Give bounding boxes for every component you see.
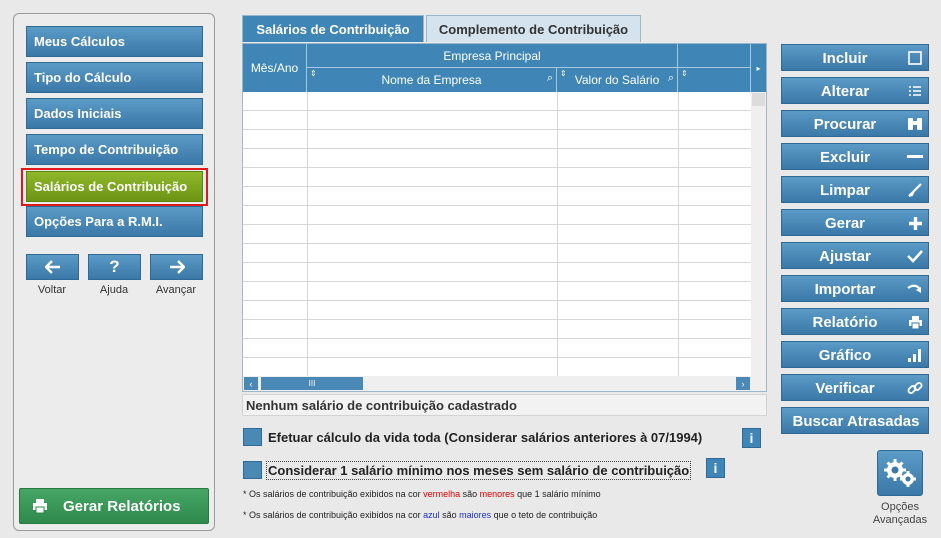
empty-grid-message: Nenhum salário de contribuição cadastrado (242, 394, 767, 416)
lifetime-calc-checkbox[interactable] (243, 428, 262, 446)
minus-icon (907, 149, 923, 165)
ajustar-button[interactable]: Ajustar (781, 242, 929, 269)
column-valor-do-salario-label: Valor do Salário (574, 73, 660, 87)
check-icon (907, 248, 923, 264)
tab-salarios-de-contribuicao[interactable]: Salários de Contribuição (242, 15, 424, 42)
table-row[interactable] (243, 263, 751, 282)
table-row[interactable] (243, 225, 751, 244)
advanced-options-button[interactable] (877, 450, 923, 496)
arrow-left-icon (45, 260, 61, 274)
scroll-up-icon[interactable] (752, 93, 765, 106)
nav-tempo-de-contribuicao[interactable]: Tempo de Contribuição (26, 134, 203, 165)
scroll-right-icon[interactable]: › (736, 377, 750, 390)
vertical-scrollbar[interactable] (751, 92, 766, 377)
table-row[interactable] (243, 168, 751, 187)
square-icon (907, 50, 923, 66)
group-header-empresa-principal: Empresa Principal (307, 44, 678, 68)
limpar-button[interactable]: Limpar (781, 176, 929, 203)
scroll-right-header-icon[interactable]: ▸ (756, 63, 761, 73)
alterar-button[interactable]: Alterar (781, 77, 929, 104)
table-row[interactable] (243, 187, 751, 206)
table-row[interactable] (243, 206, 751, 225)
scroll-thumb[interactable]: III (261, 377, 363, 390)
table-row[interactable] (243, 149, 751, 168)
nav-dados-iniciais[interactable]: Dados Iniciais (26, 98, 203, 129)
bar-chart-icon (907, 347, 923, 363)
search-icon[interactable]: ⌕ (667, 72, 674, 84)
gears-icon (883, 458, 917, 488)
incluir-button[interactable]: Incluir (781, 44, 929, 71)
lifetime-calc-info-button[interactable] (742, 428, 761, 448)
min-wage-checkbox[interactable] (243, 461, 262, 479)
generate-reports-label: Gerar Relatórios (63, 497, 181, 515)
column-nome-da-empresa[interactable] (307, 68, 557, 92)
plus-icon (907, 215, 923, 231)
table-row[interactable] (243, 320, 751, 339)
brush-icon (907, 182, 923, 198)
generate-reports-button[interactable] (19, 488, 209, 524)
search-icon[interactable]: ⌕ (546, 72, 553, 84)
table-row[interactable] (243, 244, 751, 263)
column-nome-da-empresa-label: Nome da Empresa (381, 73, 482, 87)
grid-header (243, 44, 766, 92)
table-row[interactable] (243, 301, 751, 320)
relatorio-button[interactable]: Relatório (781, 308, 929, 335)
buscar-atrasadas-button[interactable]: Buscar Atrasadas (781, 407, 929, 434)
min-wage-info-button[interactable] (706, 458, 725, 478)
table-row[interactable] (243, 282, 751, 301)
grafico-button[interactable]: Gráfico (781, 341, 929, 368)
sort-icon: ⇕ (681, 69, 688, 78)
help-label: Ajuda (99, 284, 129, 296)
printer-icon (20, 498, 60, 514)
navigation-panel (13, 13, 215, 531)
back-button[interactable] (26, 254, 79, 280)
nav-meus-calculos[interactable]: Meus Cálculos (26, 26, 203, 57)
tab-complemento-de-contribuicao[interactable]: Complemento de Contribuição (426, 15, 641, 42)
lifetime-calc-label[interactable]: Efetuar cálculo da vida toda (Considerar salários anteriores à 07/1994) (268, 430, 703, 445)
printer-icon (907, 314, 923, 330)
salary-grid[interactable] (242, 43, 767, 392)
excluir-button[interactable]: Excluir (781, 143, 929, 170)
table-row[interactable] (243, 358, 751, 377)
horizontal-scrollbar[interactable] (243, 376, 766, 391)
sort-icon: ⇕ (560, 69, 567, 78)
procurar-button[interactable]: Procurar (781, 110, 929, 137)
question-icon: ? (109, 257, 120, 276)
gerar-button[interactable]: Gerar (781, 209, 929, 236)
next-label: Avançar (155, 284, 197, 296)
link-icon (907, 380, 923, 396)
binoculars-icon (907, 116, 923, 132)
info-icon: i (713, 460, 718, 476)
help-button[interactable] (88, 254, 141, 280)
sort-icon: ⇕ (310, 69, 317, 78)
list-icon (907, 83, 923, 99)
column-mes-ano[interactable]: Mês/Ano (243, 44, 307, 92)
importar-button[interactable]: Importar (781, 275, 929, 302)
table-row[interactable] (243, 339, 751, 358)
min-wage-label[interactable]: Considerar 1 salário mínimo nos meses sem salário de contribuição (268, 463, 690, 478)
column-valor-do-salario[interactable] (557, 68, 678, 92)
next-button[interactable] (150, 254, 203, 280)
nav-tipo-do-calculo[interactable]: Tipo do Cálculo (26, 62, 203, 93)
table-row[interactable] (243, 130, 751, 149)
redo-arrow-icon (907, 281, 923, 297)
verificar-button[interactable]: Verificar (781, 374, 929, 401)
table-row[interactable] (243, 111, 751, 130)
table-row[interactable] (243, 92, 751, 111)
advanced-options-label: Opções Avançadas (872, 501, 928, 526)
scroll-left-icon[interactable]: ‹ (244, 377, 258, 390)
nav-opcoes-rmi[interactable]: Opções Para a R.M.I. (26, 206, 203, 237)
arrow-right-icon (169, 260, 185, 274)
red-values-note: * Os salários de contribuição exibidos na cor vermelha são menores que 1 salário mínimo (243, 489, 601, 499)
blue-values-note: * Os salários de contribuição exibidos na cor azul são maiores que o teto de contribuição (243, 510, 598, 520)
nav-salarios-de-contribuicao[interactable]: Salários de Contribuição (26, 171, 203, 202)
back-label: Voltar (37, 284, 67, 296)
info-icon: i (749, 430, 754, 446)
